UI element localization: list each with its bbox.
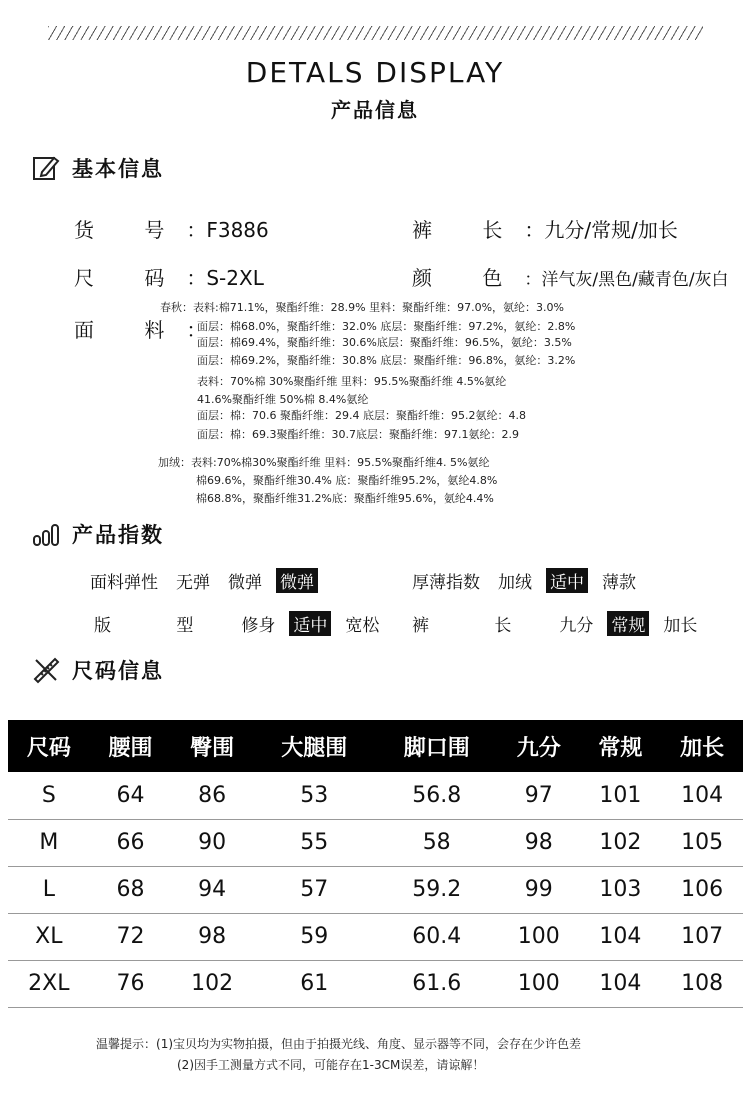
bar-chart-icon bbox=[32, 520, 60, 548]
table-cell: L bbox=[8, 866, 90, 913]
len-row bbox=[412, 611, 711, 636]
fabric-spring-line-3: 面层：棉69.4%，聚酯纤维：30.6%底层：聚酯纤维：96.5%，氨纶：3.5% bbox=[197, 336, 572, 349]
fabric-label: 面 料 bbox=[74, 318, 187, 342]
size-label: 尺 码 bbox=[74, 266, 187, 290]
table-cell: 90 bbox=[171, 819, 253, 866]
table-row bbox=[8, 913, 743, 960]
table-row bbox=[8, 819, 743, 866]
table-cell: 99 bbox=[498, 866, 580, 913]
table-cell: 102 bbox=[580, 819, 662, 866]
size-table bbox=[8, 720, 743, 1008]
thickness-option-1: 加绒 bbox=[498, 573, 532, 593]
item-no-row bbox=[74, 214, 269, 243]
fit-option-1: 修身 bbox=[241, 616, 276, 636]
table-cell: 98 bbox=[498, 819, 580, 866]
thickness-option-selected: 适中 bbox=[546, 568, 588, 593]
table-cell: 103 bbox=[580, 866, 662, 913]
table-cell: 104 bbox=[580, 913, 662, 960]
len-option-1: 九分 bbox=[559, 616, 594, 636]
header-ninth: 九分 bbox=[498, 720, 580, 772]
table-cell: S bbox=[8, 772, 90, 819]
fabric-row bbox=[74, 314, 206, 343]
table-cell: 102 bbox=[171, 960, 253, 1007]
table-cell: 72 bbox=[90, 913, 172, 960]
table-cell: 60.4 bbox=[375, 913, 497, 960]
table-cell: 76 bbox=[90, 960, 172, 1007]
table-cell: 61 bbox=[253, 960, 375, 1007]
table-row bbox=[8, 772, 743, 819]
basic-info-header bbox=[32, 153, 164, 183]
fit-label: 版 型 bbox=[94, 616, 224, 636]
color-label: 颜 色 bbox=[412, 266, 525, 290]
table-cell: 104 bbox=[580, 960, 662, 1007]
table-cell: 97 bbox=[498, 772, 580, 819]
fabric-spring-line-8: 面层：棉：69.3聚酯纤维：30.7底层：聚酯纤维：97.1氨纶：2.9 bbox=[197, 428, 519, 441]
table-cell: 59 bbox=[253, 913, 375, 960]
table-cell: 106 bbox=[661, 866, 743, 913]
size-info-header bbox=[32, 655, 164, 685]
length-label: 裤 长 bbox=[412, 218, 525, 242]
fabric-colon: ： bbox=[186, 318, 207, 342]
fabric-fleece-line-3: 棉68.8%，聚酯纤维31.2%底：聚酯纤维95.6%，氨纶4.4% bbox=[196, 492, 494, 505]
header-hip: 臀围 bbox=[171, 720, 253, 772]
header-long: 加长 bbox=[661, 720, 743, 772]
table-cell: 98 bbox=[171, 913, 253, 960]
header-regular: 常规 bbox=[580, 720, 662, 772]
elastic-label: 面料弹性 bbox=[90, 573, 158, 593]
edit-icon bbox=[32, 154, 60, 182]
table-cell: 105 bbox=[661, 819, 743, 866]
tips-text-1: (1)宝贝均为实物拍摄，但由于拍摄光线、角度、显示器等不同，会存在少许色差 bbox=[156, 1037, 582, 1051]
fabric-spring-line-1: 春秋：表料:棉71.1%，聚酯纤维：28.9% 里料：聚酯纤维：97.0%，氨纶：3.0% bbox=[160, 301, 564, 314]
len-option-3: 加长 bbox=[663, 616, 698, 636]
table-cell: 108 bbox=[661, 960, 743, 1007]
fabric-spring-line-4: 面层：棉69.2%，聚酯纤维：30.8% 底层：聚酯纤维：96.8%，氨纶：3.2% bbox=[197, 354, 576, 367]
fabric-spring-line-7: 面层：棉：70.6 聚酯纤维：29.4 底层：聚酯纤维：95.2氨纶：4.8 bbox=[197, 409, 526, 422]
elastic-option-selected: 微弹 bbox=[276, 568, 318, 593]
table-cell: 66 bbox=[90, 819, 172, 866]
table-cell: 107 bbox=[661, 913, 743, 960]
table-cell: 53 bbox=[253, 772, 375, 819]
table-cell: 59.2 bbox=[375, 866, 497, 913]
ruler-icon bbox=[32, 656, 60, 684]
tips-label: 温馨提示： bbox=[96, 1037, 157, 1051]
table-cell: M bbox=[8, 819, 90, 866]
table-cell: 58 bbox=[375, 819, 497, 866]
product-index-title: 产品指数 bbox=[72, 523, 164, 547]
table-cell: 64 bbox=[90, 772, 172, 819]
fabric-fleece-line-2: 棉69.6%，聚酯纤维30.4% 底：聚酯纤维95.2%，氨纶4.8% bbox=[196, 474, 498, 487]
page-title-en: DETALS DISPLAY bbox=[245, 56, 505, 89]
table-cell: 100 bbox=[498, 960, 580, 1007]
length-value: ：九分/常规/加长 bbox=[524, 218, 678, 242]
decorative-hatch-bar bbox=[48, 26, 703, 40]
header-size: 尺码 bbox=[8, 720, 90, 772]
fit-option-3: 宽松 bbox=[345, 616, 380, 636]
table-cell: 61.6 bbox=[375, 960, 497, 1007]
header-hem: 脚口围 bbox=[375, 720, 497, 772]
size-value: ：S-2XL bbox=[186, 266, 264, 290]
fabric-spring-line-6: 41.6%聚酯纤维 50%棉 8.4%氨纶 bbox=[197, 393, 369, 406]
page-title-cn: 产品信息 bbox=[331, 98, 419, 122]
table-cell: 101 bbox=[580, 772, 662, 819]
thickness-label: 厚薄指数 bbox=[412, 573, 480, 593]
color-row bbox=[412, 262, 729, 291]
color-value: ：洋气灰/黑色/藏青色/灰白 bbox=[524, 270, 729, 290]
thickness-row bbox=[412, 568, 650, 593]
size-info-title: 尺码信息 bbox=[72, 659, 164, 683]
table-cell: 2XL bbox=[8, 960, 90, 1007]
size-row bbox=[74, 262, 264, 291]
table-row bbox=[8, 960, 743, 1007]
table-cell: XL bbox=[8, 913, 90, 960]
table-cell: 55 bbox=[253, 819, 375, 866]
elastic-row bbox=[90, 568, 328, 593]
item-no-label: 货 号 bbox=[74, 218, 187, 242]
table-cell: 104 bbox=[661, 772, 743, 819]
product-index-header bbox=[32, 519, 164, 549]
table-cell: 94 bbox=[171, 866, 253, 913]
len-label: 裤 长 bbox=[412, 616, 542, 636]
fabric-fleece-line-1: 加绒：表料:70%棉30%聚酯纤维 里料：95.5%聚酯纤维4. 5%氨纶 bbox=[158, 456, 490, 469]
table-cell: 86 bbox=[171, 772, 253, 819]
fit-option-selected: 适中 bbox=[289, 611, 331, 636]
fit-row bbox=[94, 611, 393, 636]
fabric-spring-line-5: 表料：70%棉 30%聚酯纤维 里料：95.5%聚酯纤维 4.5%氨纶 bbox=[197, 375, 507, 388]
fabric-spring-line-2: 面层：棉68.0%，聚酯纤维：32.0% 底层：聚酯纤维：97.2%，氨纶：2.8% bbox=[197, 320, 576, 333]
elastic-option-1: 无弹 bbox=[176, 573, 210, 593]
elastic-option-2: 微弹 bbox=[228, 573, 262, 593]
basic-info-title: 基本信息 bbox=[72, 157, 164, 181]
table-row bbox=[8, 866, 743, 913]
table-cell: 100 bbox=[498, 913, 580, 960]
len-option-selected: 常规 bbox=[607, 611, 649, 636]
item-no-value: ：F3886 bbox=[186, 218, 269, 242]
size-table-header-row bbox=[8, 720, 743, 772]
table-cell: 68 bbox=[90, 866, 172, 913]
table-cell: 57 bbox=[253, 866, 375, 913]
table-cell: 56.8 bbox=[375, 772, 497, 819]
tips-text-2: (2)因手工测量方式不同，可能存在1-3CM误差，请谅解！ bbox=[177, 1058, 485, 1072]
tips-line-1 bbox=[96, 1035, 581, 1052]
header-thigh: 大腿围 bbox=[253, 720, 375, 772]
thickness-option-3: 薄款 bbox=[602, 573, 636, 593]
length-row bbox=[412, 214, 678, 243]
header-waist: 腰围 bbox=[90, 720, 172, 772]
